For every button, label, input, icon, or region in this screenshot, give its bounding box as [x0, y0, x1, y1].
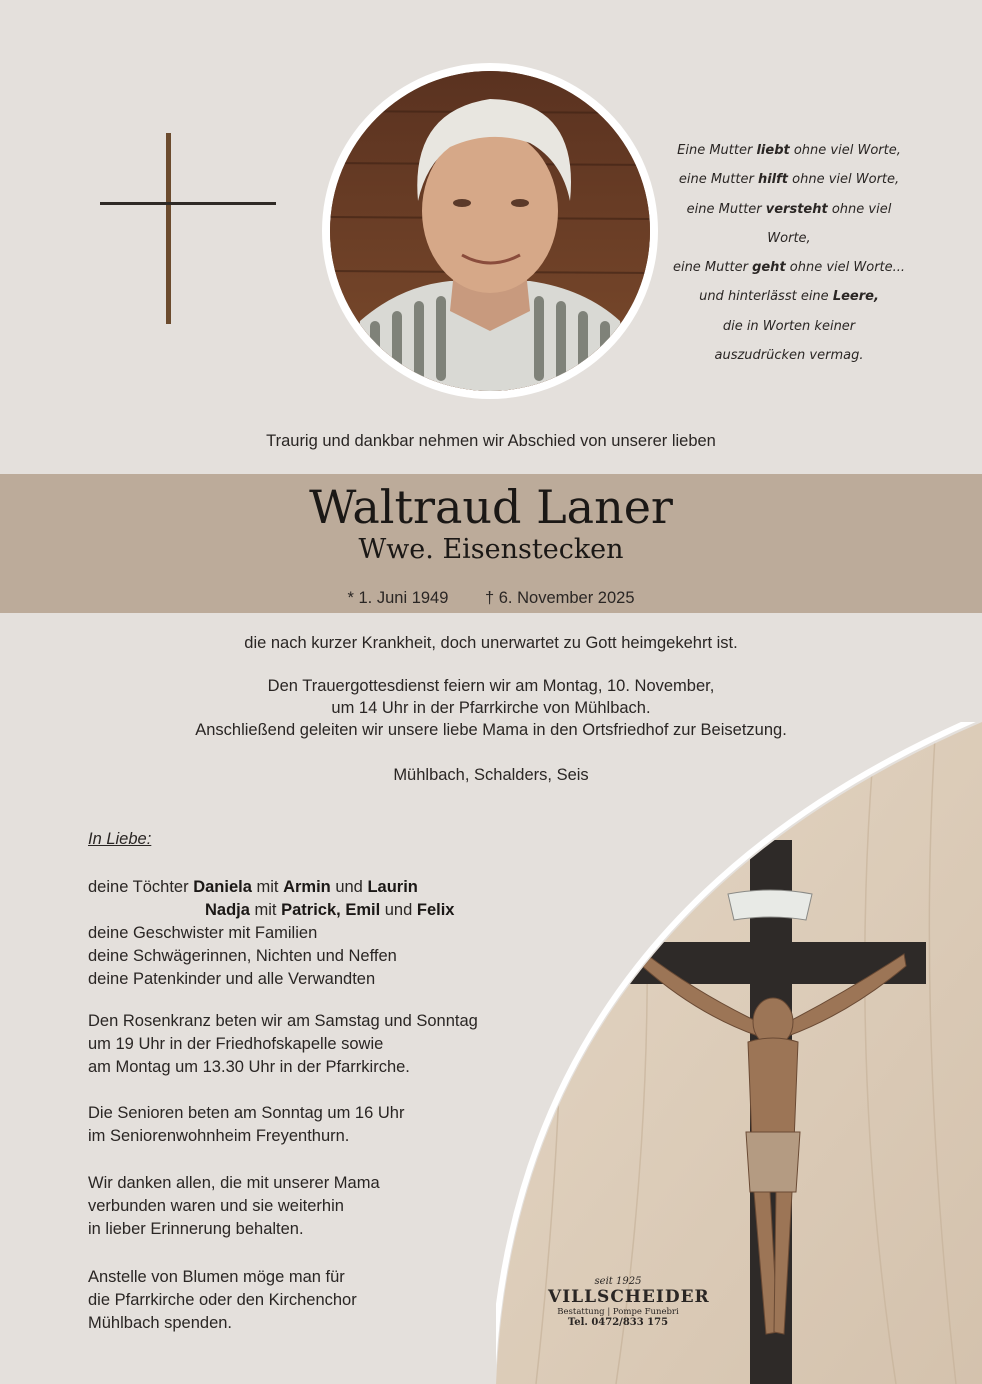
logo-brand: VILLSCHEIDER — [548, 1287, 710, 1307]
service-line-3: Anschließend geleiten wir unsere liebe Mama in den Ortsfriedhof zur Beisetzung. — [195, 721, 787, 739]
donation-line: die Pfarrkirche oder den Kirchenchor — [88, 1291, 357, 1309]
rosary-line: Den Rosenkranz beten wir am Samstag und Sonntag — [88, 1012, 478, 1030]
thanks-line: verbunden waren und sie weiterhin — [88, 1197, 344, 1215]
poem-line: eine Mutter versteht ohne viel Worte, — [686, 201, 892, 246]
mourner-line: Nadja mit Patrick, Emil und Felix — [205, 901, 455, 919]
cross-icon-vertical — [166, 133, 171, 324]
portrait-image — [330, 71, 650, 391]
poem-line: und hinterlässt eine Leere, — [699, 289, 879, 305]
funeral-home-logo — [548, 1276, 710, 1328]
mourner-line: deine Patenkinder und alle Verwandten — [88, 970, 376, 988]
poem-line: eine Mutter hilft ohne viel Worte, — [678, 172, 900, 188]
birth-date: * 1. Juni 1949 — [347, 589, 449, 607]
deceased-name: Waltraud Laner — [309, 480, 673, 534]
places-text: Mühlbach, Schalders, Seis — [393, 766, 589, 784]
passing-text: die nach kurzer Krankheit, doch unerwartet zu Gott heimgekehrt ist. — [244, 634, 738, 652]
seniors-text — [88, 1102, 518, 1148]
mourners-heading: In Liebe: — [88, 830, 152, 848]
portrait-photo — [322, 63, 658, 399]
donation-text — [88, 1266, 518, 1335]
donation-line: Anstelle von Blumen möge man für — [88, 1268, 345, 1286]
seniors-line: Die Senioren beten am Sonntag um 16 Uhr — [88, 1104, 405, 1122]
mourner-line: deine Töchter Daniela mit Armin und Laurin — [88, 878, 418, 896]
mourner-line: deine Geschwister mit Familien — [88, 924, 318, 942]
deceased-widow-of: Wwe. Eisenstecken — [358, 534, 624, 565]
thanks-line: Wir danken allen, die mit unserer Mama — [88, 1174, 380, 1192]
logo-since: seit 1925 — [594, 1276, 642, 1287]
thanks-text — [88, 1172, 518, 1241]
life-dates — [0, 589, 982, 608]
service-line-1: Den Trauergottesdienst feiern wir am Montag, 10. November, — [267, 677, 715, 695]
death-date: † 6. November 2025 — [485, 589, 635, 607]
poem-line: auszudrücken vermag. — [714, 348, 864, 364]
poem — [664, 136, 914, 370]
service-line-2: um 14 Uhr in der Pfarrkirche von Mühlbach. — [331, 699, 651, 717]
rosary-line: um 19 Uhr in der Friedhofskapelle sowie — [88, 1035, 384, 1053]
logo-subtitle: Bestattung | Pompe Funebri — [557, 1307, 679, 1317]
poem-line: Eine Mutter liebt ohne viel Worte, — [677, 143, 901, 158]
poem-line: eine Mutter geht ohne viel Worte... — [672, 260, 906, 276]
donation-line: Mühlbach spenden. — [88, 1314, 233, 1332]
mourner-line: deine Schwägerinnen, Nichten und Neffen — [88, 947, 397, 965]
rosary-line: am Montag um 13.30 Uhr in der Pfarrkirche. — [88, 1058, 410, 1076]
poem-line: die in Worten keiner — [722, 318, 856, 334]
cross-icon-horizontal — [100, 202, 276, 205]
logo-phone: Tel. 0472/833 175 — [567, 1317, 669, 1328]
intro-text: Traurig und dankbar nehmen wir Abschied von unserer lieben — [266, 432, 716, 450]
mourners-list — [88, 876, 518, 991]
thanks-line: in lieber Erinnerung behalten. — [88, 1220, 304, 1238]
seniors-line: im Seniorenwohnheim Freyenthurn. — [88, 1127, 350, 1145]
rosary-text — [88, 1010, 518, 1079]
